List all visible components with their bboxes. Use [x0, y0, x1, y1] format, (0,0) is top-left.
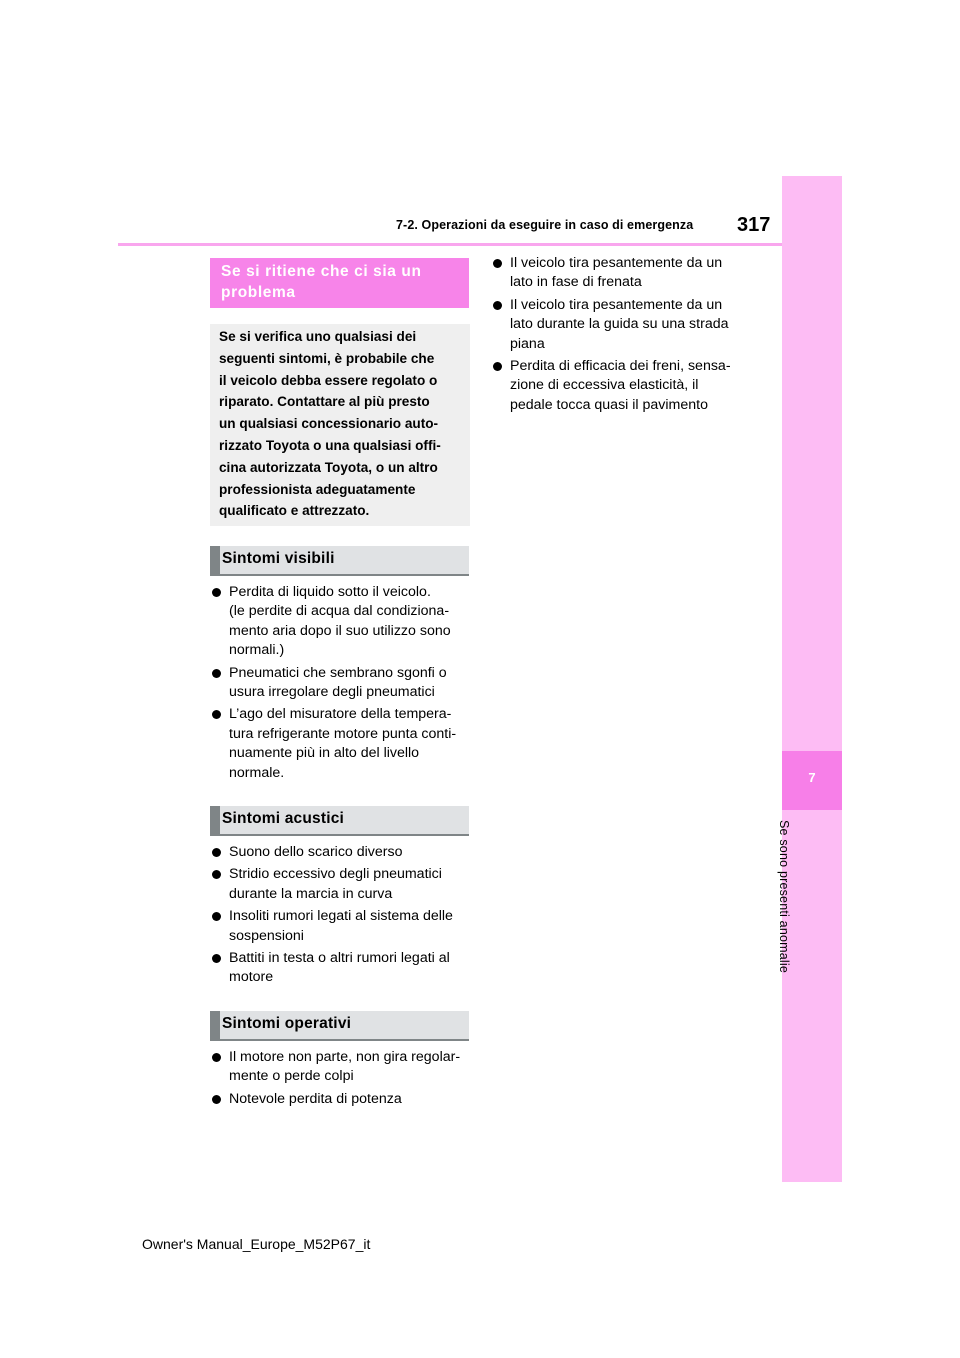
operational-symptoms-title: Sintomi operativi	[222, 1015, 352, 1032]
info-line: Se si verifica uno qualsiasi dei	[219, 329, 417, 344]
chapter-side-tab	[782, 176, 842, 1182]
list-item: Stridio eccessivo degli pneumatici durante la marcia in curva	[211, 865, 473, 904]
bullet-icon	[493, 362, 502, 371]
list-item: Suono dello scarico diverso	[211, 843, 473, 862]
chapter-title: Se sono presenti anomalie	[777, 820, 791, 974]
bullet-icon	[212, 669, 221, 678]
bullet-icon	[212, 1053, 221, 1062]
bullet-icon	[212, 912, 221, 921]
info-line: il veicolo debba essere regolato o	[219, 372, 438, 388]
info-line: rizzato Toyota o una qualsiasi offi-	[219, 437, 441, 453]
acoustic-symptoms-title: Sintomi acustici	[222, 810, 345, 827]
list-item: Battiti in testa o altri rumori legati al motore	[211, 949, 473, 988]
bullet-icon	[212, 954, 221, 963]
problem-heading-line-2: problema	[221, 284, 296, 301]
chapter-number: 7	[808, 770, 816, 785]
bullet-icon	[493, 259, 502, 268]
info-line: seguenti sintomi, è probabile che	[219, 350, 435, 366]
bullet-icon	[212, 1095, 221, 1104]
bullet-icon	[212, 848, 221, 857]
info-line: cina autorizzata Toyota, o un altro	[219, 459, 438, 475]
operational-symptoms-heading	[210, 1011, 469, 1041]
acoustic-symptoms-list	[211, 843, 473, 991]
problem-heading-line-1: Se si ritiene che ci sia un	[221, 263, 422, 280]
bullet-icon	[493, 301, 502, 310]
bullet-icon	[212, 588, 221, 597]
list-item: Pneumatici che sembrano sgonfi o usura irregolare degli pneumatici	[211, 664, 473, 703]
list-item: Il veicolo tira pesantemente da un lato in fase di frenata	[492, 254, 762, 293]
info-box	[210, 324, 470, 526]
list-item: Perdita di liquido sotto il veicolo. (le perdite di acqua dal condiziona- mento aria dopo il suo utilizzo sono normali.)	[211, 583, 473, 661]
list-item: Il veicolo tira pesantemente da un lato durante la guida su una strada piana	[492, 296, 762, 354]
info-line: professionista adeguatamente	[219, 481, 416, 497]
manual-id-footer: Owner's Manual_Europe_M52P67_it	[142, 1236, 371, 1252]
list-item: L’ago del misuratore della tempera- tura refrigerante motore punta conti- nuamente più in alto del livello normale.	[211, 705, 473, 783]
info-line: riparato. Contattare al più presto	[219, 394, 430, 410]
section-title: 7-2. Operazioni da eseguire in caso di emergenza	[396, 218, 694, 232]
info-line: un qualsiasi concessionario auto-	[219, 416, 439, 432]
bullet-icon	[212, 870, 221, 879]
page-number: 317	[737, 214, 771, 236]
operational-symptoms-list	[211, 1048, 473, 1112]
problem-heading	[210, 258, 469, 308]
visible-symptoms-title: Sintomi visibili	[222, 550, 335, 567]
acoustic-symptoms-heading	[210, 806, 469, 836]
visible-symptoms-heading	[210, 546, 469, 576]
list-item: Insoliti rumori legati al sistema delle sospensioni	[211, 907, 473, 946]
list-item: Il motore non parte, non gira regolar- mente o perde colpi	[211, 1048, 473, 1087]
operational-symptoms-list-continued	[492, 254, 762, 418]
list-item: Perdita di efficacia dei freni, sensa- zione di eccessiva elasticità, il pedale tocca quasi il pavimento	[492, 357, 762, 415]
visible-symptoms-list	[211, 583, 473, 786]
list-item: Notevole perdita di potenza	[211, 1090, 473, 1109]
info-line: qualificato e attrezzato.	[219, 503, 370, 519]
header-rule	[118, 243, 782, 246]
bullet-icon	[212, 710, 221, 719]
